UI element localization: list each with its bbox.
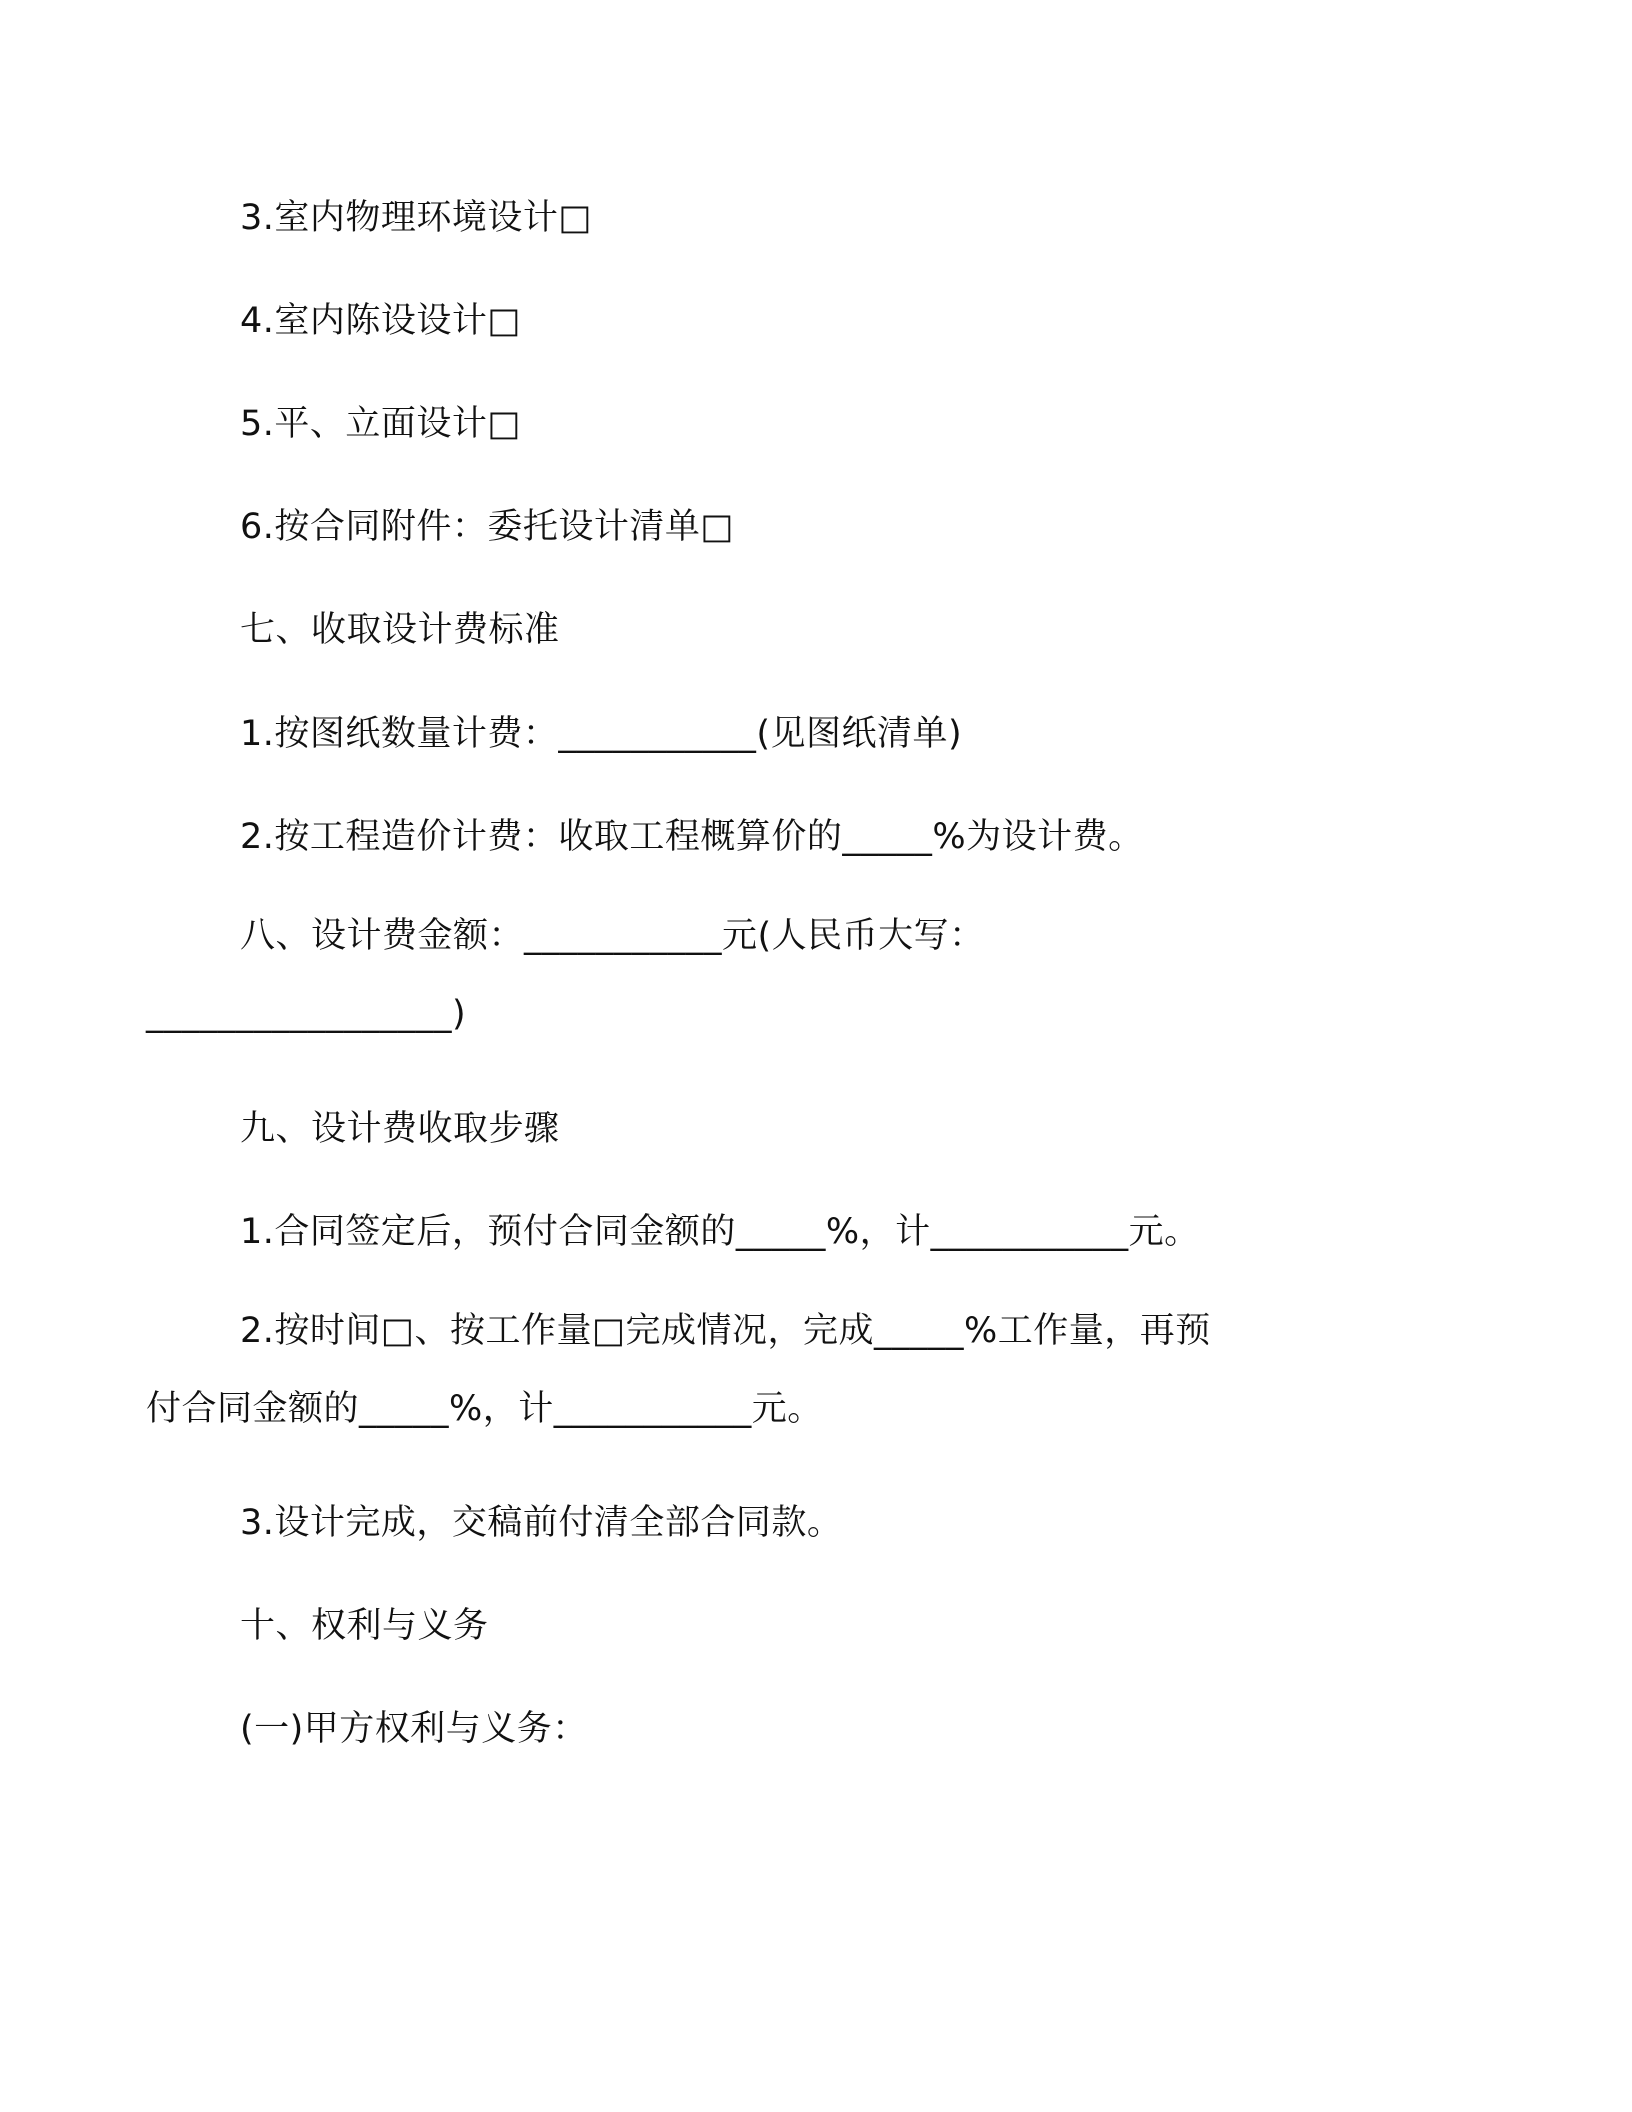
payment-step-2-line-1: 2.按时间□、按工作量□完成情况，完成_____%工作量，再预 (240, 1311, 1211, 1351)
section-8-line-2: _________________) (146, 994, 467, 1034)
item-interior-furnishing: 4.室内陈设设计□ (240, 301, 521, 341)
payment-step-1: 1.合同签定后，预付合同金额的_____%，计___________元。 (240, 1212, 1200, 1252)
section-7-heading: 七、收取设计费标准 (240, 610, 560, 650)
payment-step-2-line-2: 付合同金额的_____%，计___________元。 (146, 1389, 823, 1429)
section-10-heading: 十、权利与义务 (240, 1606, 489, 1646)
payment-step-2 (146, 1292, 1286, 1448)
fee-by-project-cost: 2.按工程造价计费：收取工程概算价的_____%为设计费。 (240, 817, 1144, 857)
section-8-line-1: 八、设计费金额：___________元(人民币大写： (240, 916, 985, 956)
payment-step-3: 3.设计完成，交稿前付清全部合同款。 (240, 1503, 843, 1543)
item-interior-physical-environment: 3.室内物理环境设计□ (240, 198, 592, 238)
fee-by-drawings: 1.按图纸数量计费：___________(见图纸清单) (240, 714, 963, 754)
item-plan-elevation: 5.平、立面设计□ (240, 404, 521, 444)
section-8-fee-amount (146, 897, 1286, 1053)
section-9-heading: 九、设计费收取步骤 (240, 1109, 560, 1149)
item-contract-attachment: 6.按合同附件：委托设计清单□ (240, 507, 734, 547)
section-10-sub-1: (一)甲方权利与义务： (240, 1709, 588, 1749)
